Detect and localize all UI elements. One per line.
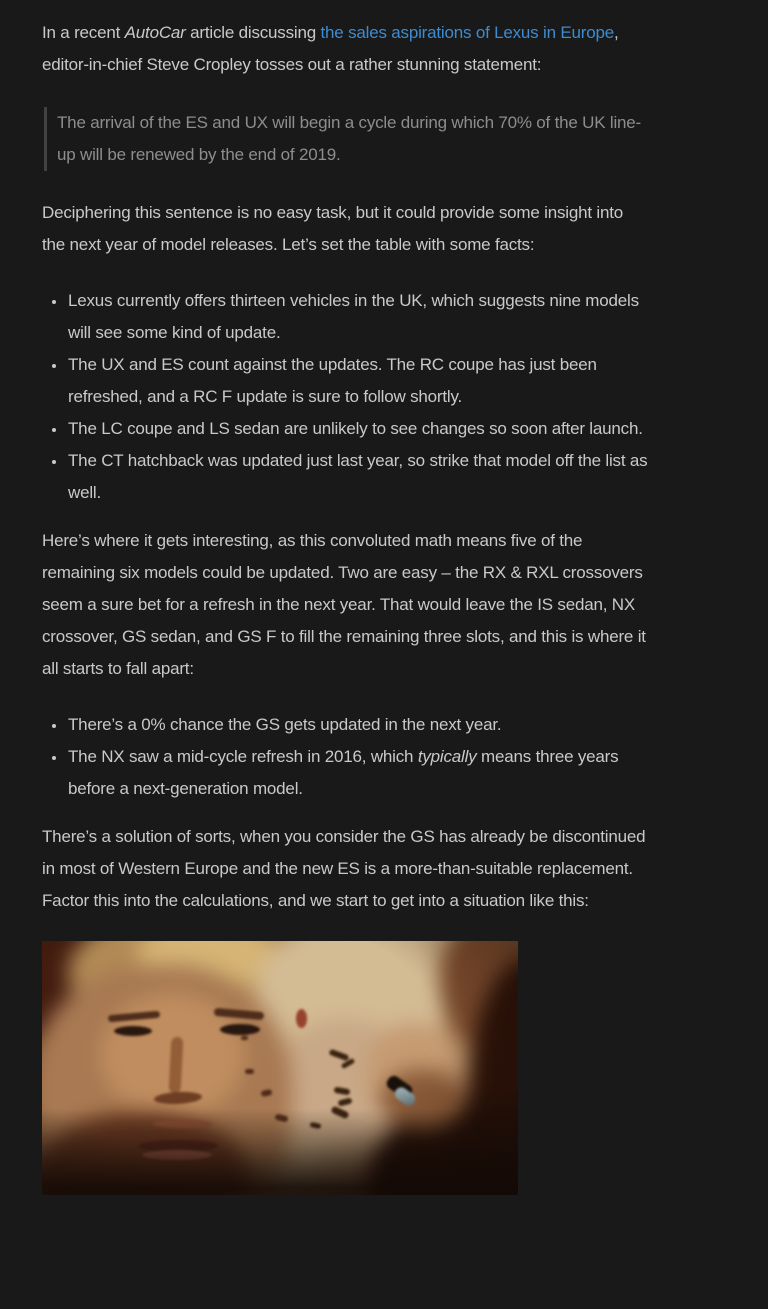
pull-quote	[44, 107, 650, 171]
text-run: There’s a solution of sorts, when you consider the GS has already be discontinued in most of Western Europe and the new ES is a more-than-suitable replacement. Factor this into the calculations, and we start to get into a situation like this:	[42, 827, 646, 910]
text-run: In a recent	[42, 23, 125, 42]
bullet-list	[42, 285, 650, 509]
text-run: There’s a 0% chance the GS gets updated in the next year.	[68, 715, 502, 734]
emphasis-text: AutoCar	[124, 23, 186, 42]
text-run: The LC coupe and LS sedan are unlikely to see changes so soon after launch.	[68, 419, 643, 438]
inline-link[interactable]: the sales aspirations of Lexus in Europe	[320, 23, 614, 42]
text-run: Here’s where it gets interesting, as this convoluted math means five of the remaining six models could be updated. Two are easy – the RX & RXL crossovers seem a sure bet for a refresh in the next year. That would leave the IS sedan, NX crossover, GS sedan, and GS F to fill the remaining three slots, and this is where it all starts to fall apart:	[42, 531, 646, 678]
text-run: Deciphering this sentence is no easy task, but it could provide some insight into the next year of model releases. Let’s set the table with some facts:	[42, 203, 624, 254]
text-run: Lexus currently offers thirteen vehicles in the UK, which suggests nine models will see some kind of update.	[68, 291, 639, 342]
text-run: The arrival of the ES and UX will begin a cycle during which 70% of the UK line-up will be renewed by the end of 2019.	[57, 113, 642, 164]
photo-vignette	[42, 941, 518, 1195]
text-run: The CT hatchback was updated just last year, so strike that model off the list as well.	[68, 451, 648, 502]
bullet-list	[42, 709, 650, 805]
paragraph	[42, 17, 650, 81]
text-run: The UX and ES count against the updates. The RC coupe has just been refreshed, and a RC F update is sure to follow shortly.	[68, 355, 597, 406]
list-item	[67, 413, 650, 445]
list-item	[67, 285, 650, 349]
text-run: The NX saw a mid-cycle refresh in 2016, which	[68, 747, 418, 766]
emphasis-text: typically	[417, 747, 477, 766]
list-item	[67, 445, 650, 509]
list-item	[67, 349, 650, 413]
text-run: , editor-in-chief Steve Cropley tosses out a rather stunning statement:	[42, 23, 619, 74]
text-run: article discussing	[185, 23, 321, 42]
paragraph	[42, 821, 650, 917]
article-image-good-will-hunting-still	[42, 941, 518, 1195]
list-item	[67, 709, 650, 741]
text-run: means three years before a next-generation model.	[68, 747, 619, 798]
paragraph	[42, 197, 650, 261]
paragraph	[42, 525, 650, 685]
list-item	[67, 741, 650, 805]
quote-text	[57, 107, 650, 171]
